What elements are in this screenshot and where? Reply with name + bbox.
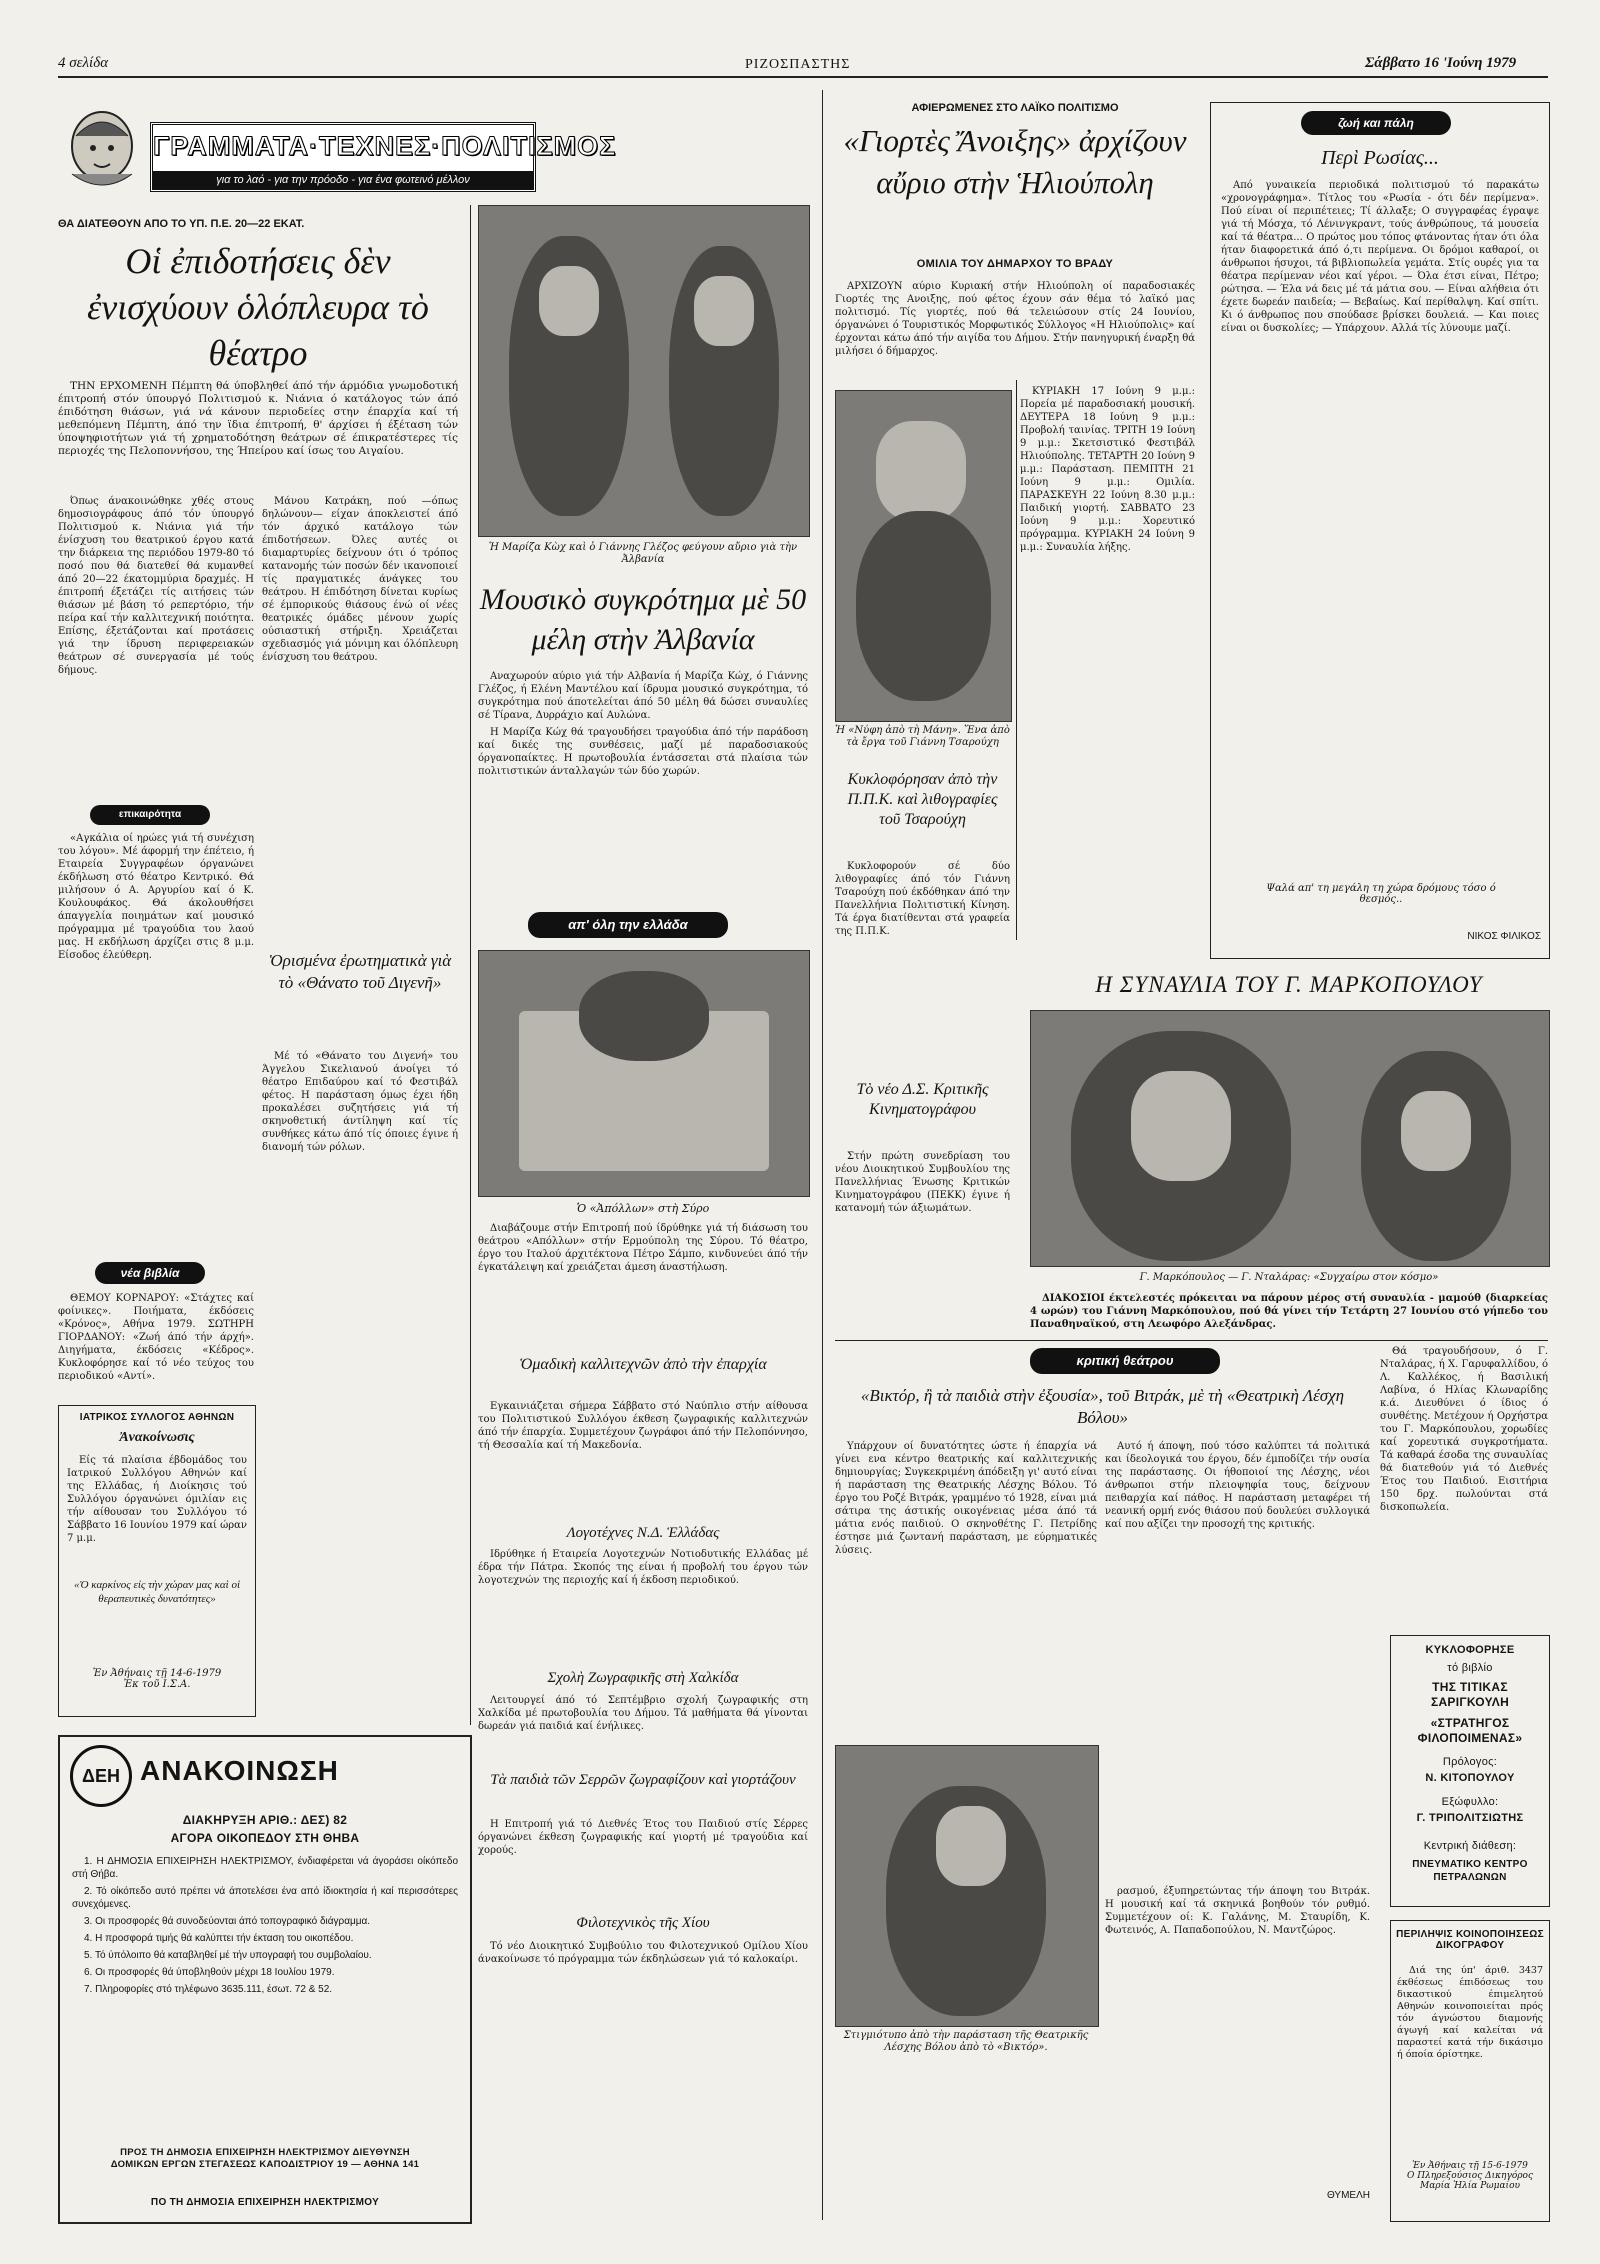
serres-body-text: Η Επιτροπή γιά τό Διεθνές Έτος του Παιδιού στίς Σέρρες όργανώνει έκθεση ζωγραφικής καί γιορτή μέ τραγούδια καί χορούς. (478, 1819, 808, 1856)
markopoulos-body-cont-text: Θά τραγουδήσουν, ό Γ. Νταλάρας, ή Χ. Γαρυφαλλίδου, ό Λ. Καλλέκος, ή Βασιλική Λαβίνα, ό Ηλίας Κλωναρίδης κ.ά. Διευθύνει ό ίδιος ό συνθέτης. Μετέχουν ή Ορχήστρα του Γ. Μαρκόπουλου, χορωδίες καί χορευτικά συγκροτήματα. Τά καθαρά έσοδα της συναυλίας θά διατεθούν γιά τό Διεθνές Έτος του Παιδιού. Εισιτήρια 150 δρχ. πωλούνται στά δισκοπωλεία. (1380, 1346, 1548, 1513)
section-logo-head (62, 104, 142, 194)
new-books-tab: νέα βιβλία (95, 1262, 205, 1284)
court-notice-title: ΠΕΡΙΛΗΨΙΣ ΚΟΙΝΟΠΟΙΗΣΕΩΣ ΔΙΚΟΓΡΑΦΟΥ (1396, 1929, 1544, 1951)
life-and-struggle-column (1210, 102, 1550, 959)
dei-item: 4. Η προσφορά τιμής θά καλύπτει τήν έκταση του οικοπέδου. (84, 1933, 354, 1944)
new-books-body (58, 1292, 254, 1392)
photo-apollon-syros (478, 950, 810, 1197)
dei-item: 2. Τό οίκόπεδο αυτό πρέπει νά άποτελέσει ένα από ίδιοκτησία ή καί περισσότερες συνεχόμενες. (72, 1886, 458, 1910)
ad-titika-line: ΠΝΕΥΜΑΤΙΚΟ ΚΕΝΤΡΟ ΠΕΤΡΑΛΩΝΩΝ (1412, 1859, 1528, 1883)
ilioupoli-body-a-text: ΑΡΧΙΖΟΥΝ αύριο Κυριακή στήν Ηλιούπολη οί παραδοσιακές Γιορτές της Ανοιξης, πού φέτος έχουν σάν θέμα τό λαϊκό μας πολιτισμό. Τίς γιορτές, πού θά τελειώσουν στίς 24 Ιουνίου, όργανώνει ό Τουριστικός Μορφωτικός Σύλλογος «Η Ηλιούπολις» καί έρχονται κάτω άπό τήν αιγίδα του Δήμου. Στήν πανηγυρική έναρξη θά μιλήσει ό δήμαρχος. (835, 281, 1195, 357)
dei-address: ΠΡΟΣ ΤΗ ΔΗΜΟΣΙΑ ΕΠΙΧΕΙΡΗΣΗ ΗΛΕΚΤΡΙΣΜΟΥ ΔΙΕΥΘΥΝΣΗ ΔΟΜΙΚΩΝ ΕΡΓΩΝ ΣΤΕΓΑΣΕΩΣ ΚΑΠΟΔΙΣΤΡΙΟΥ 19 — ΑΘΗΝΑ 141 (110, 2147, 420, 2170)
ad-titika-line: ΚΥΚΛΟΦΟΡΗΣΕ (1425, 1644, 1515, 1656)
ilioupoli-kicker: ΑΦΙΕΡΩΜΕΝΕΣ ΣΤΟ ΛΑΪΚΟ ΠΟΛΙΤΙΣΜΟ (911, 102, 1119, 114)
albania-body (478, 670, 808, 870)
markopoulos-body (1030, 1292, 1548, 1342)
ad-titika-line: Πρόλογος: (1442, 1756, 1498, 1768)
syros-body (478, 1222, 808, 1342)
photo-nyfi-caption: Ἡ «Νύφη ἀπὸ τὴ Μάνη». Ἕνα ἀπὸ τὰ ἔργα τοῦ Γιάννη Τσαρούχη (835, 725, 1010, 748)
chalkida-headline: Σχολὴ Ζωγραφικῆς στὴ Χαλκίδα (547, 1670, 739, 1686)
digenis-headline: Ὁρισμένα ἐρωτηματικὰ γιὰ τὸ «Θάνατο τοῦ Διγενῆ» (268, 951, 452, 992)
ppk-body-text: Κυκλοφορούν σέ δύο λιθογραφίες άπό τόν Γιάννη Τσαρούχη πού έκδόθηκαν άπό την Πανελλήνια Πολιτιστική Κίνηση. Τά έργα διατίθενται στά γραφεία της Π.Π.Κ. (835, 861, 1010, 937)
life-body (1221, 179, 1539, 869)
dei-logo: ΔΕΗ (70, 1745, 132, 1807)
court-notice-body (1397, 1965, 1543, 2155)
subsidies-lead (58, 380, 458, 490)
dei-notice (58, 1735, 472, 2224)
doctors-body (67, 1454, 247, 1574)
dei-footer: ΠΟ ΤΗ ΔΗΜΟΣΙΑ ΕΠΙΧΕΙΡΗΣΗ ΗΛΕΚΤΡΙΣΜΟΥ (150, 2197, 380, 2208)
albania-body-b: Η Μαρίζα Κώχ θά τραγουδήσει τραγούδια άπό τήν παράδοση καί δικές της συνθέσεις, μαζί μέ παραδοσιακούς όργανοπαίκτες. Η πρωτοβουλία έντάσσεται στά πλαίσια τών πολιτιστικών άνταλλαγών τών δύο χωρών. (478, 727, 808, 777)
dei-item: 6. Οι προσφορές θά ύποβληθούν μέχρι 18 Ιουλίου 1979. (84, 1967, 335, 1978)
photo-apollon-caption: Ὁ «Ἀπόλλων» στὴ Σύρο (576, 1202, 710, 1215)
paper-name: ΡΙΖΟΣΠΑΣΤΗΣ (745, 57, 851, 72)
digenis-body (262, 1050, 458, 1450)
dei-item: 3. Οι προσφορές θά συνοδεύονται άπό τοπογραφικό διάγραμμα. (84, 1916, 371, 1927)
ad-titika-book (1390, 1635, 1550, 1907)
section-banner (150, 122, 617, 192)
photo-markopoulos-ntalaras (1030, 1010, 1550, 1267)
topicality-tab: επικαιρότητα (90, 805, 210, 825)
section-banner-title: ΓΡΑΜΜΑΤΑ·ΤΕΧΝΕΣ·ΠΟΛΙΤΙΣΜΟΣ (153, 131, 617, 161)
doctors-body-text: Είς τά πλαίσια έβδομάδος του Ιατρικού Συλλόγου Αθηνών καί της Ελλάδας, ή Διοίκησις τού Συλλόγου όργανώνει όμιλίαν εις τήν αίθουσαν του Συλλόγου τό Σάββατο 16 Ιουνίου 1979 καί ώραν 7 μ.μ. (67, 1455, 247, 1544)
dei-item: 1. Η ΔΗΜΟΣΙΑ ΕΠΙΧΕΙΡΗΣΗ ΗΛΕΚΤΡΙΣΜΟΥ, ένδιαφέρεται νά άγοράσει οίκόπεδο στή Θήβα. (72, 1856, 458, 1880)
photo-nyfi-mani (835, 390, 1012, 722)
photo-viktor-caption: Στιγμιότυπο ἀπὸ τὴν παράσταση τῆς Θεατρικῆς Λέσχης Βόλου ἀπὸ τὸ «Βικτόρ». (843, 2030, 1089, 2053)
doctors-subtitle: Ἀνακοίνωσις (119, 1430, 195, 1445)
albania-body-a: Αναχωρούν αύριο γιά τήν Αλβανία ή Μαρίζα Κώχ, ό Γιάννης Γλέζος, ή Ελένη Μαντέλου καί ίδρυμα μουσικό συγκρότημα, τό συγκρότημα πού άποτελείται άπό 50 μέλη θά δώσει συναυλίες σέ Τίρανα, Δυρράχιο καί Αυλώνα. (478, 671, 808, 721)
topicality-body-text: «Αγκάλια οί ηρώες γιά τή συνέχιση του λόγου». Μέ άφορμή την έπέτειο, ή Εταιρεία Συγγραφέων όργανώνει έκδήλωση στό θέατρο Κεντρικό. Θά μιλήσουν ό Α. Αργυρίου καί ό Κ. Κουλουφάκος. Θά άκολουθήσει άπαγγελία ποιημάτων καί μουσικό πρόγραμμα μέ τραγούδια του λαού μας. Η εκδήλωση άρχίζει στις 8 μ.μ. Είσοδος έλεύθερη. (58, 833, 254, 961)
subsidies-lead-text: ΤΗΝ ΕΡΧΟΜΕΝΗ Πέμπτη θά ύποβληθεί άπό τήν άρμόδια γνωμοδοτική έπιτροπή στόν ύπουργό Πολιτισμού κ. Νιάνια ό κατάλογος τών άπό έπιδότηση θιάσων, γιά νά κάνουν περιοδείες στην έπαρχία καί τή μεθεπόμενη Πέμπτη, άπό την ϊδια έπιτροπή, θ' άρχίσει ή έξέταση τών ύποψηφιοτήτων γιά τή χρηματοδότηση θεάτρων σέ έπικρατέστερες τίς περιοχές της Πελοποννήσου, της Ήπείρου καί ίσως του Αιγαίου. (58, 380, 458, 457)
life-and-struggle-tab: ζωή και πάλη (1301, 111, 1451, 135)
section-rule (835, 1340, 1548, 1341)
dei-items (72, 1855, 458, 2145)
ad-titika-line: Εξώφυλλο: (1441, 1796, 1499, 1808)
review-signature: ΘΥΜΕΛΗ (1326, 2190, 1370, 2201)
digenis-body-text: Μέ τό «Θάνατο του Διγενή» του Άγγελου Σικελιανού άνοίγει τό θέατρο Επιδαύρου καί τό Φεστιβάλ φέτος. Η παράσταση όμως έχει ήδη προκαλέσει συζητήσεις γιά τή σκηνοθετική άντίληψη καί τίς συνθήκες κάτω άπό τίς όποιες έγινε ή διανομή τών ρόλων. (262, 1051, 458, 1153)
ppk-body (835, 860, 1010, 1090)
chios-body (478, 1940, 808, 2030)
doctors-quote: «Ὁ καρκίνος εἰς τὴν χώραν μας καὶ οἱ θεραπευτικὲς δυνατότητες» (73, 1579, 241, 1605)
chios-body-text: Τό νέο Διοικητικό Συμβούλιο του Φιλοτεχνικού Ομίλου Χίου άνακοίνωσε τό πρόγραμμα τών έκδηλώσεων γιά τό καλοκαίρι. (478, 1941, 808, 1965)
topicality-body (58, 832, 254, 1252)
serres-headline: Τὰ παιδιὰ τῶν Σερρῶν ζωγραφίζουν καὶ γιορτάζουν (490, 1772, 796, 1788)
ilioupoli-body-b-text: ΚΥΡΙΑΚΗ 17 Ιούνη 9 μ.μ.: Πορεία μέ παραδοσιακή μουσική. ΔΕΥΤΕΡΑ 18 Ιούνη 9 μ.μ.: Προβολή ταινίας. ΤΡΙΤΗ 19 Ιούνη 9 μ.μ.: Σκετσιστικό Φεστιβάλ Ηλιούπολης. ΤΕΤΑΡΤΗ 20 Ιούνη 9 μ.μ.: Παράσταση. ΠΕΜΠΤΗ 21 Ιούνη 9 μ.μ.: Ομιλία. ΠΑΡΑΣΚΕΥΗ 22 Ιούνη 8.30 μ.μ.: Παιδική γιορτή. ΣΑΒΒΑΤΟ 23 Ιούνη 9 μ.μ.: Χορευτικό πρόγραμμα. ΚΥΡΙΑΚΗ 24 Ιούνη 9 μ.μ.: Συναυλία λήξης. (1020, 386, 1195, 553)
photo-viktor-performance (835, 1745, 1099, 2027)
dei-item: 7. Πληροφορίες στό τηλέφωνο 3635.111, έσωτ. 72 & 52. (84, 1984, 333, 1995)
markopoulos-body-text: ΔΙΑΚΟΣΙΟΙ έκτελεστές πρόκειται να πάρουν μέρος στή συναυλία - μαμούθ (διαρκείας 4 ωρών) του Γιάννη Μαρκόπουλου, πού θά γίνει τήν Τετάρτη 27 Ιουνίου στό γήπεδο του Παναθηναϊκού, στη Λεωφόρο Αλεξάνδρας. (1030, 1293, 1548, 1330)
review-headline: «Βικτόρ, ἢ τὰ παιδιὰ στὴν ἐξουσία», τοῦ Βιτράκ, μὲ τὴ «Θεατρικὴ Λέσχη Βόλου» (860, 1386, 1345, 1427)
review-body-c-text: ρασμού, έξυπηρετώντας τήν άποψη του Βιτράκ. Η μουσική καί τά σκηνικά βοηθούν τόν ρυθμό. Συμμετέχουν οί: Κ. Γαλάνης, Μ. Σταυρίδη, Κ. Φωτεινός, Α. Παπαδοπούλου, Ν. Μαντζώρος. (1105, 1886, 1370, 1936)
dei-item: 5. Τό ύπόλοιπο θά καταβληθεί μέ τήν υπογραφή του συμβολαίου. (84, 1950, 372, 1961)
ad-titika-line: «ΣΤΡΑΤΗΓΟΣ ΦΙΛΟΠΟΙΜΕΝΑΣ» (1417, 1716, 1523, 1745)
serres-body (478, 1818, 808, 1908)
life-body-text: Από γυναικεία περιοδικά πολιτισμού τό παρακάτω «χρονογράφημα». Τίτλος του «Ρωσία - ότι δέν περίμενα». Πού είναι οί περιπέτειες; Τί άλλαξε; Ο συγγραφέας έγραψε γιά τή Μόσχα, τό Λένινγκραντ, τούς άνθρώπους, τά μουσεία καί τά θέατρα... Ο πρώτος μου τόπος φτάνοντας ήταν ότι όλα ήταν διαφορετικά άπό ό,τι περίμενα. Οι δρόμοι καθαροί, οι άνθρωποι ήσυχοι, τά βιβλιοπωλεία γεμάτα. Στίς ουρές για τα θέατρα περίμεναν νέοι καί γέροι. — Όλα έτσι είναι, Πέτρο; ρώτησα. — Έλα νά δεις μέ τά μάτια σου. — Είναι αλήθεια ότι έχετε δωρεάν παιδεία; — Βεβαίως. Καί περίθαλψη. Καί σπίτι. Κι ό άνθρωπος που σπούδασε βρίσκει δουλειά. — Και ποιες είναι οι δυσκολίες; — Υπάρχουν. Αλλά τίς λύνουμε μαζί. (1221, 180, 1539, 334)
review-body-b-text: Αυτό ή άποψη, πού τόσο καλύπτει τά πολιτικά και ίδεολογικά του έργου, δέν έμποδίζει τήν ουσία της παράστασης. Οι ήθοποιοί της Λέσχης, νέοι άνθρωποι στήν πλειοψηφία τους, δείχνουν πειθαρχία καί πάθος. Η παράσταση μεταφέρει τή νεανική ορμή ενός θιάσου πού δουλεύει συλλογικά καί που αξίζει την προσοχή της κριτικής. (1105, 1441, 1370, 1530)
ad-court-notice (1390, 1920, 1550, 2222)
subsidies-headline: Οἱ ἐπιδοτήσεις δὲν ἐνισχύουν ὁλόπλευρα τὸ θέατρο (87, 241, 429, 373)
doctors-footer: Ἐν Ἀθήναις τῇ 14-6-1979 Ἐκ τοῦ Ι.Σ.Α. (92, 1668, 222, 1690)
dei-subtitle2: ΑΓΟΡΑ ΟΙΚΟΠΕΔΟΥ ΣΤΗ ΘΗΒΑ (170, 1831, 360, 1845)
logotechnes-body (478, 1548, 808, 1658)
ppk-headline: Κυκλοφόρησαν ἀπὸ τὴν Π.Π.Κ. καὶ λιθογραφίες τοῦ Τσαρούχη (847, 771, 998, 828)
life-signature: ΝΙΚΟΣ ΦΙΛΙΚΟΣ (1467, 931, 1541, 942)
ds-body-text: Στήν πρώτη συνεδρίαση του νέου Διοικητικού Συμβουλίου της Πανελλήνιας Ένωσης Κριτικών Κινηματογράφου (ΠΕΚΚ) έγινε ή κατανομή τών άξιωμάτων. (835, 1151, 1010, 1214)
markopoulos-body-cont (1380, 1345, 1548, 1625)
dei-subtitle: ΔΙΑΚΗΡΥΞΗ ΑΡΙΘ.: ΔΕΣ) 82 (182, 1813, 348, 1827)
theatre-review-tab: κριτική θεάτρου (1030, 1348, 1220, 1374)
markopoulos-headline: Η ΣΥΝΑΥΛΙΑ ΤΟΥ Γ. ΜΑΡΚΟΠΟΥΛΟΥ (1095, 972, 1483, 997)
doctors-title: ΙΑΤΡΙΚΟΣ ΣΥΛΛΟΓΟΣ ΑΘΗΝΩΝ (79, 1412, 235, 1423)
ds-headline: Τὸ νέο Δ.Σ. Κριτικῆς Κινηματογράφου (856, 1081, 989, 1118)
ad-titika-line: Κεντρική διάθεση: (1423, 1840, 1517, 1852)
photo-markopoulos-caption: Γ. Μαρκόπουλος — Γ. Νταλάρας: «Συγχαίρω στον κόσμο» (1139, 1272, 1439, 1283)
ad-titika-line: ΤΗΣ ΤΙΤΙΚΑΣ ΣΑΡΙΓΚΟΥΛΗ (1430, 1680, 1510, 1709)
column-rule (470, 205, 471, 1725)
subsidies-body-left-text: Όπως άνακοινώθηκε χθές στους δημοσιογράφους άπό τόν ύπουργό Πολιτισμού κ. Νιάνια γιά τήν ένίσχυση του θεατρικού έργου κατά την διάρκεια της περιόδου 1979-80 τό ποσό που θά διατεθεί θά κυμανθεί άπό 20—22 έκατομμύρια δραχμές. Η έπιτροπή έξετάζει τίς αιτήσεις τών θιάσων μέ βάση τό ρεπερτόριο, τήν πείρα καί τήν καλλιτεχνική ποιότητα. Επίσης, έξετάζονται καί προτάσεις γιά την ίδρυση περιφερειακών θεάτρων σέ συνεργασία μέ τούς δήμους. (58, 496, 254, 676)
photo-koch-glezos (478, 205, 810, 537)
subsidies-kicker: ΘΑ ΔΙΑΤΕΘΟΥΝ ΑΠΟ ΤΟ ΥΠ. Π.Ε. 20—22 ΕΚΑΤ. (58, 218, 305, 230)
chalkida-body (478, 1694, 808, 1764)
ad-titika-line: Ν. ΚΙΤΟΠΟΥΛΟΥ (1425, 1772, 1515, 1784)
logotechnes-body-text: Ιδρύθηκε ή Εταιρεία Λογοτεχνών Νοτιοδυτικής Ελλάδας μέ έδρα τήν Πάτρα. Σκοπός της είναι ή προβολή του έργου τών λογοτεχνών της περιοχής καί ή έκδοση περιοδικού. (478, 1549, 808, 1586)
from-all-greece-tab: απ' όλη την ελλάδα (528, 912, 728, 938)
column-rule (822, 90, 823, 2220)
logotechnes-headline: Λογοτέχνες Ν.Δ. Ἑλλάδας (566, 1525, 720, 1541)
masthead-rule (58, 76, 1548, 78)
photo-koch-caption: Ἡ Μαρίζα Κὼχ καὶ ὁ Γιάννης Γλέζος φεύγουν αὔριο γιὰ τὴν Ἀλβανία (488, 542, 798, 565)
ilioupoli-body-b (1020, 385, 1195, 855)
review-body-a-text: Υπάρχουν οί δυνατότητες ώστε ή έπαρχία νά γίνει ενα κέντρο θεατρικής καί καλλιτεχνικής δημιουργίας; Συγκεκριμένη άπόδειξη γι' αυτό είναι ή παράσταση της Θεατρικής Λέσχης Βόλου. Τό έργο του Ροζέ Βιτράκ, γραμμένο τό 1928, είναι μιά σάτιρα της άστικής οικογένειας μέσα άπό τά μάτια ενός παιδιού. Ο σκηνοθέτης Γ. Πετρίδης έστησε μιά ζωντανή παράσταση, με εύρηματικές λύσεις. (835, 1441, 1097, 1556)
court-notice-body-text: Διά της ύπ' άριθ. 3437 έκθέσεως έπιδόσεως του δικαστικού έπιμελητού Αθηνών κοινοποιείται πρός τόν άγνώστου διαμονής άγωγή καί καλείται νά παραστεί κατά τήν δικάσιμο ή όποία όρίστηκε. (1397, 1965, 1543, 2060)
column-rule (1016, 380, 1017, 940)
ilioupoli-subhead: ΟΜΙΛΙΑ ΤΟΥ ΔΗΜΑΡΧΟΥ ΤΟ ΒΡΑΔΥ (916, 258, 1114, 270)
review-body-c (1105, 1885, 1370, 2185)
subsidies-body-mid-text: Μάνου Κατράκη, πού —όπως δηλώνουν— είχαν άποκλειστεί άπό τόν άρχικό κατάλογο τών έπιδοτήσεων. Όλες αυτές οι διαμαρτυρίες δείχνουν ότι ό τρόπος κατανομής τών ποσών δέν ικανοποιεί τίς πραγματικές άνάγκες του θεάτρου. Η έπιδότηση δίνεται κυρίως σέ έμπορικούς θιάσους ένώ οί νέες θεατρικές όμάδες μένουν χωρίς ούσιαστική στήριξη. Χρειάζεται σχεδιασμός γιά μόνιμη και όλόπλευρη ένίσχυση του θεάτρου. (262, 496, 458, 663)
doctors-notice (58, 1405, 256, 1717)
omadiki-body-text: Εγκαινιάζεται σήμερα Σάββατο στό Ναύπλιο στήν αίθουσα του Πολιτιστικού Συλλόγου έκθεση ζωγραφικής καλλιτεχνών άπό τήν έπαρχία. Συμμετέχουν ζωγράφοι άπό τήν Πελοπόννησο, τή Θεσσαλία καί τή Μακεδονία. (478, 1401, 808, 1451)
life-headline: Περὶ Ρωσίας... (1321, 147, 1439, 169)
ad-titika-line: τό βιβλίο (1447, 1662, 1493, 1674)
court-notice-footer: Ἐν Ἀθήναις τῇ 15-6-1979 Ο Πληρεξούσιος Δικηγόρος Μαρία Ἠλία Ρωμαίου (1406, 2161, 1533, 2191)
omadiki-body (478, 1400, 808, 1510)
dei-title: ΑΝΑΚΟΙΝΩΣΗ (140, 1755, 339, 1786)
chios-headline: Φιλοτεχνικὸς τῆς Χίου (576, 1915, 710, 1931)
issue-date: Σάββατο 16 'Ιούνη 1979 (1365, 55, 1517, 71)
ilioupoli-headline: «Γιορτὲς Ἄνοιξης» ἀρχίζουν αὔριο στὴν Ἡλιούπολη (843, 123, 1187, 200)
chalkida-body-text: Λειτουργεί άπό τό Σεπτέμβριο σχολή ζωγραφικής στη Χαλκίδα μέ πρωτοβουλία του Δήμου. Τά μαθήματα θά γίνονται δωρεάν γιά παιδιά καί ένήλικες. (478, 1695, 808, 1732)
review-body-a (835, 1440, 1097, 1740)
ad-titika-line: Γ. ΤΡΙΠΟΛΙΤΣΙΩΤΗΣ (1416, 1812, 1524, 1824)
ds-body (835, 1150, 1010, 1300)
subsidies-body-left (58, 495, 254, 795)
page-number: 4 σελίδα (58, 55, 109, 71)
omadiki-headline: Ὁμαδικὴ καλλιτεχνῶν ἀπὸ τὴν ἐπαρχία (519, 1356, 767, 1373)
life-verse: Ψαλά απ' τη μεγάλη τη χώρα δρόμους τόσο ό θεσμός.. (1266, 883, 1496, 905)
ilioupoli-body-a (835, 280, 1195, 380)
review-body-b (1105, 1440, 1370, 1880)
syros-body-text: Διαβάζουμε στήν Επιτροπή πού ίδρύθηκε γιά τή διάσωση του θεάτρου «Απόλλων» στήν Ερμούπολη της Σύρου. Τό θέατρο, έργο του Ιταλού άρχιτέκτονα Πέτρο Σάμπο, κινδυνεύει άπό τήν έγκατάλειψη καί χρειάζεται άμεση άναστήλωση. (478, 1223, 808, 1273)
section-banner-tagline: για το λαό - για την πρόοδο - για ένα φωτεινό μέλλον (153, 171, 533, 189)
albania-headline: Μουσικὸ συγκρότημα μὲ 50 μέλη στὴν Ἀλβανία (479, 583, 807, 656)
new-books-text: ΘΕΜΟΥ ΚΟΡΝΑΡΟΥ: «Στάχτες καί φοίνικες». Ποιήματα, έκδόσεις «Κρόνος», Αθήνα 1979. ΣΩΤΗΡΗ ΓΙΟΡΔΑΝΟΥ: «Ζωή άπό τήν άρχή». Διηγήματα, έκδόσεις «Κέδρος». Κυκλοφόρησε καί τό νέο τεύχος του περιοδικού «Αντί». (58, 1293, 254, 1382)
